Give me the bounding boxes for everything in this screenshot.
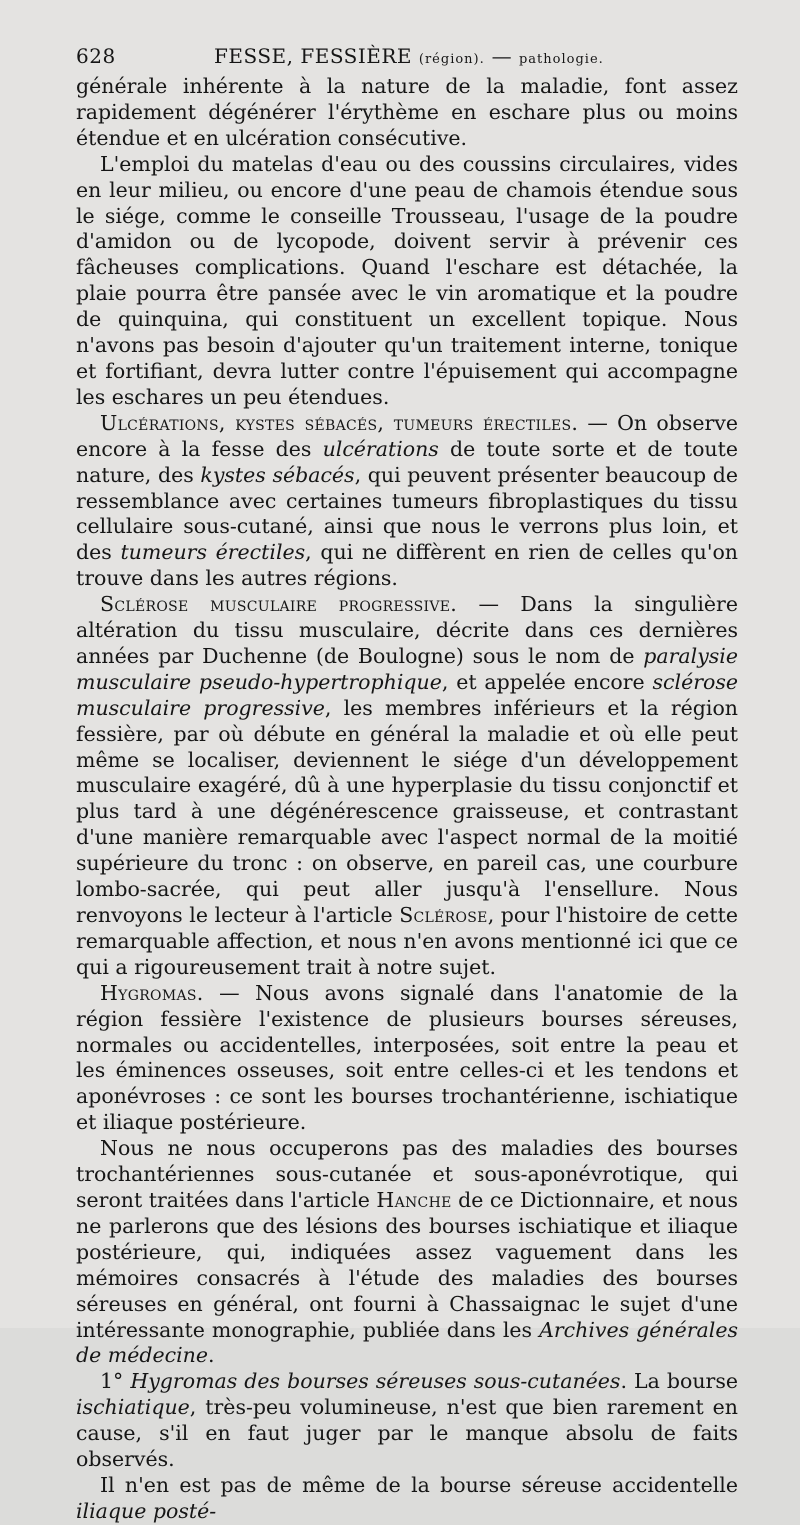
text-run: . [207, 1343, 215, 1368]
text-run: . La bourse [620, 1369, 738, 1394]
running-header [76, 40, 738, 74]
section-heading-hygromas: Hygromas. [100, 980, 204, 1005]
paragraph-sclerose [76, 592, 738, 981]
text-run: — On observe encore à la fesse des [76, 410, 738, 461]
paragraph-hygromas-sous-cutanees [76, 1369, 738, 1473]
paragraph-treatment: L'emploi du matelas d'eau ou des coussins circulaires, vides en leur milieu, ou encore d'une peau de chamois étendue sous le siége, comme le conseille Trousseau, l'usage de la poudre d'amidon ou de lycopode, doivent servir à prévenir ces fâcheuses complications. Quand l'eschare est détachée, la plaie pourra être pansée avec le vin aromatique et la poudre de quinquina, qui constituent un excellent topique. Nous n'avons pas besoin d'ajouter qu'un traitement interne, tonique et fortifiant, devra lutter contre l'épuisement qui accompagne les eschares un peu étendues. [76, 151, 738, 409]
section-heading-sclerose: Sclérose musculaire progressive. [100, 592, 458, 617]
article-reference: Hanche [376, 1187, 452, 1212]
italic-term: kystes sébacés [200, 462, 355, 487]
list-number: 1° [100, 1369, 131, 1394]
paragraph-continuation: générale inhérente à la nature de la maladie, font assez rapidement dégénérer l'érythème en eschare plus ou moins étendue et en ulcération consécutive. [76, 74, 738, 150]
text-run: — Nous avons signalé dans l'anatomie de la région fessière l'existence de plusieurs bourses séreuses, normales ou accidentelles, interposées, soit entre la peau et les éminences osseuses, soit entre celles-ci et les tendons et aponévroses : ce sont les bourses trochantérienne, ischiatique et iliaque postérieure. [76, 980, 738, 1135]
text-run: , qui ne diffèrent en rien de celles qu'on trouve dans les autres régions. [76, 540, 738, 591]
italic-term: iliaque posté- [76, 1498, 217, 1523]
title-section: pathologie. [518, 52, 604, 67]
text-run: Nous ne nous occuperons pas des maladies des bourses trochantériennes sous-cutanée et sous-aponévrotique, qui seront traitées dans l'article [76, 1136, 738, 1212]
text-run: — Dans la singulière altération du tissu musculaire, décrite dans ces dernières années par Duchenne (de Boulogne) sous le nom de [76, 592, 738, 668]
paragraph-iliaque [76, 1473, 738, 1525]
italic-term: Hygromas des bourses séreuses sous-cutanées [130, 1369, 621, 1394]
paragraph-ulcerations [76, 411, 738, 592]
paragraph-bourses [76, 1136, 738, 1369]
italic-term: sclérose musculaire progressive [76, 669, 738, 720]
italic-term: ischiatique [76, 1395, 190, 1420]
text-run: , et appelée encore [441, 669, 653, 694]
paragraph-hygromas [76, 981, 738, 1136]
text-run: de ce Dictionnaire, et nous ne parlerons que des lésions des bourses ischiatique et iliaque postérieure, qui, indiquées assez vaguement dans les mémoires consacrés à l'étude des maladies des bourses séreuses en général, ont fourni à Chassaignac le sujet d'une intéressante monographie, publiée dans les [76, 1187, 738, 1342]
page-number: 628 [76, 44, 116, 68]
italic-term: paralysie musculaire pseudo-hypertrophique [76, 643, 738, 694]
text-run: de toute sorte et de toute nature, des [76, 436, 738, 487]
article-reference: Sclérose [399, 903, 488, 927]
section-heading-ulcerations: Ulcérations, kystes sébacés, tumeurs érectiles. [100, 410, 579, 435]
text-run: , pour l'histoire de cette remarquable affection, et nous n'en avons mentionné ici que ce qui a rigoureusement trait à notre sujet. [76, 903, 738, 979]
text-run: Il n'en est pas de même de la bourse séreuse accidentelle [100, 1472, 738, 1497]
running-title [214, 44, 604, 68]
italic-term: ulcérations [322, 436, 439, 461]
italic-term: tumeurs érectiles [120, 540, 306, 565]
page-body [76, 74, 738, 1525]
title-main: FESSE, FESSIÈRE [214, 44, 413, 68]
italic-term: Archives générales de médecine [76, 1317, 738, 1368]
text-run: , très-peu volumineuse, n'est que bien rarement en cause, s'il en faut juger par le manque absolu de faits observés. [76, 1395, 738, 1472]
text-run: , les membres inférieurs et la région fessière, par où débute en général la maladie et où elle peut même se localiser, deviennent le siége d'un développement musculaire exagéré, dû à une hyperplasie du tissu conjonctif et plus tard à une dégénérescence graisseuse, et contrastant d'une manière remarquable avec l'aspect normal de la moitié supérieure du tronc : on observe, en pareil cas, une courbure lombo-sacrée, qui peut aller jusqu'à l'ensellure. Nous renvoyons le lecteur à l'article [76, 695, 738, 927]
text-run: , qui peuvent présenter beaucoup de ressemblance avec certaines tumeurs fibroplastiques du tissu cellulaire sous-cutané, ainsi que nous le verrons plus loin, et des [76, 462, 739, 565]
title-region: (région). [418, 52, 485, 67]
title-separator: — [491, 44, 513, 68]
